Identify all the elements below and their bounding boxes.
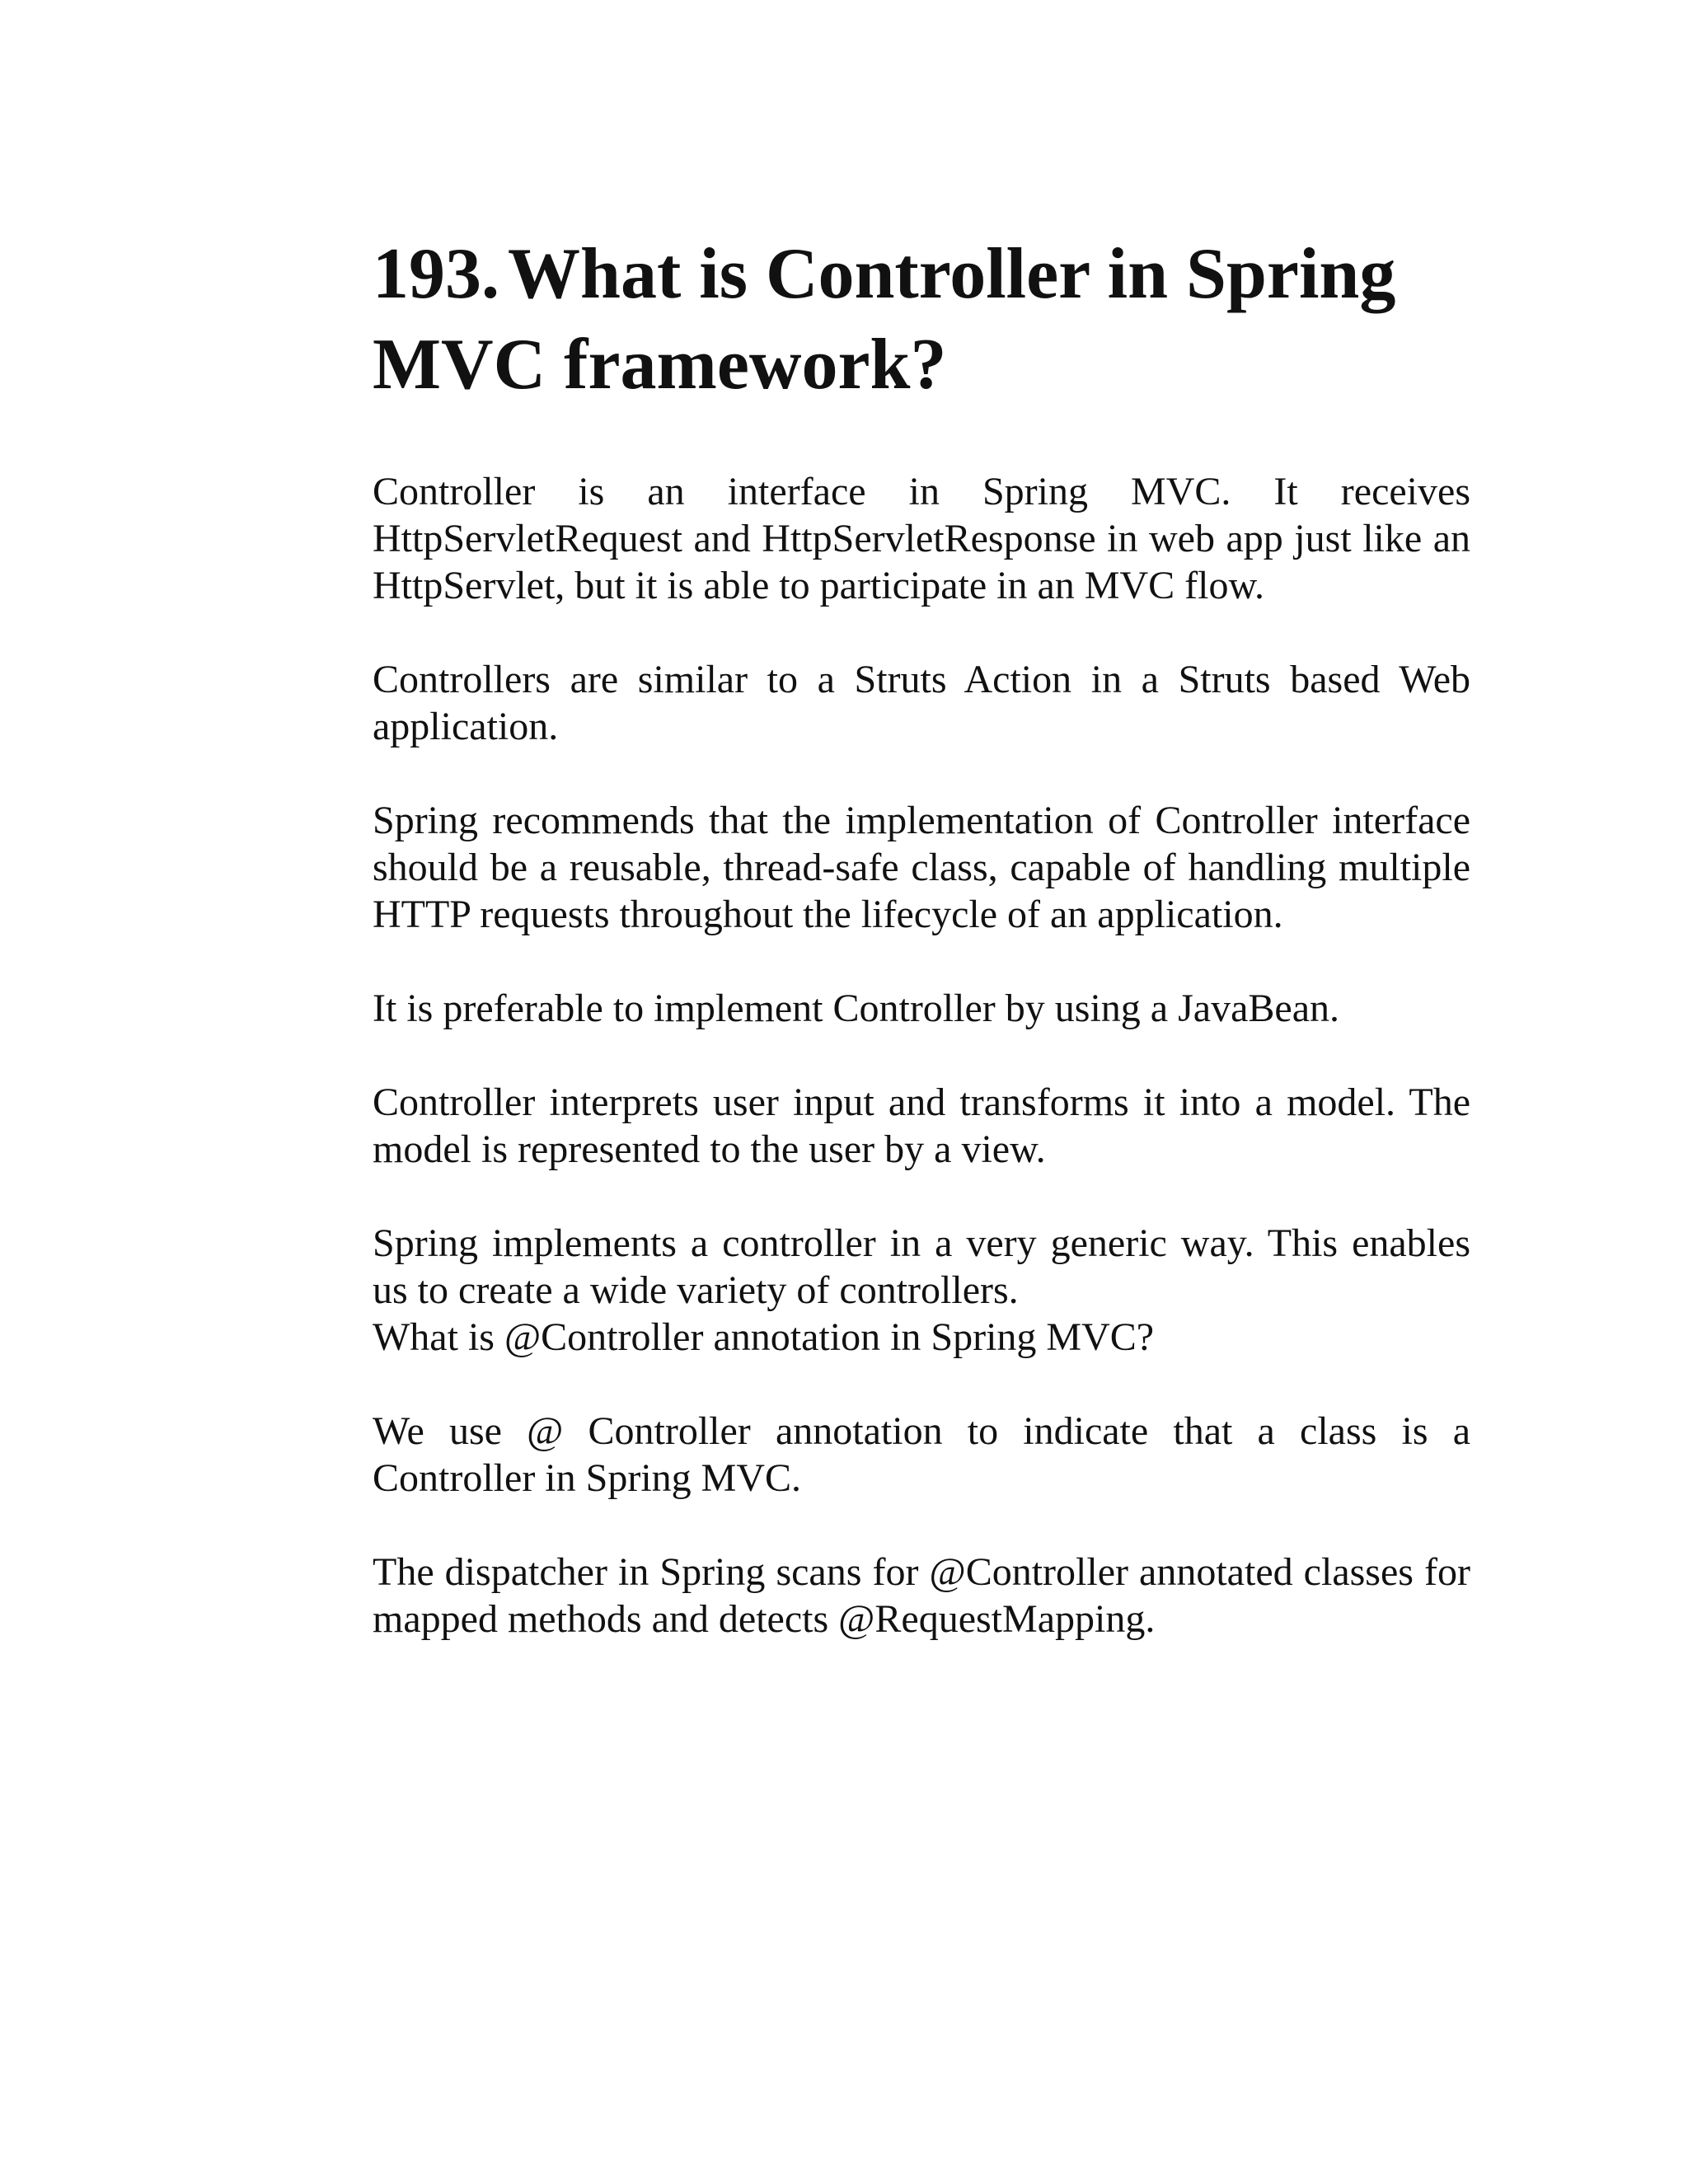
paragraph: Spring implements a controller in a very generic way. This enables us to create a wide variety of controllers.: [373, 1221, 1470, 1312]
paragraph-spacer: [373, 938, 1470, 985]
paragraph: The dispatcher in Spring scans for @Controller annotated classes for mapped methods and detects @RequestMapping.: [373, 1550, 1470, 1641]
paragraph: Spring recommends that the implementation of Controller interface should be a reusable, thread-safe class, capable of handling multiple HTTP requests throughout the lifecycle of an application.: [373, 799, 1470, 936]
paragraph-spacer: [373, 1173, 1470, 1220]
paragraph-spacer: [373, 1032, 1470, 1079]
paragraph: Controller interprets user input and transforms it into a model. The model is represented to the user by a view.: [373, 1080, 1470, 1171]
document-page: [373, 229, 1470, 1643]
paragraph-spacer: [373, 1502, 1470, 1549]
paragraph: It is preferable to implement Controller by using a JavaBean.: [373, 987, 1339, 1030]
paragraph: Controllers are similar to a Struts Action in a Struts based Web application.: [373, 658, 1470, 748]
paragraph-spacer: [373, 609, 1470, 656]
question-title: What is Controller in Spring MVC framework?: [373, 234, 1396, 405]
paragraph: Controller is an interface in Spring MVC. It receives HttpServletRequest and HttpServletResponse in web app just like an HttpServlet, but it is able to participate in an MVC flow.: [373, 470, 1470, 607]
paragraph-spacer: [373, 1361, 1470, 1408]
paragraph-spacer: [373, 750, 1470, 797]
question-heading: [373, 229, 1470, 410]
question-number: 193.: [373, 234, 499, 314]
paragraph: We use @ Controller annotation to indicate that a class is a Controller in Spring MVC.: [373, 1409, 1470, 1500]
subheading-question: What is @Controller annotation in Spring MVC?: [373, 1315, 1155, 1359]
